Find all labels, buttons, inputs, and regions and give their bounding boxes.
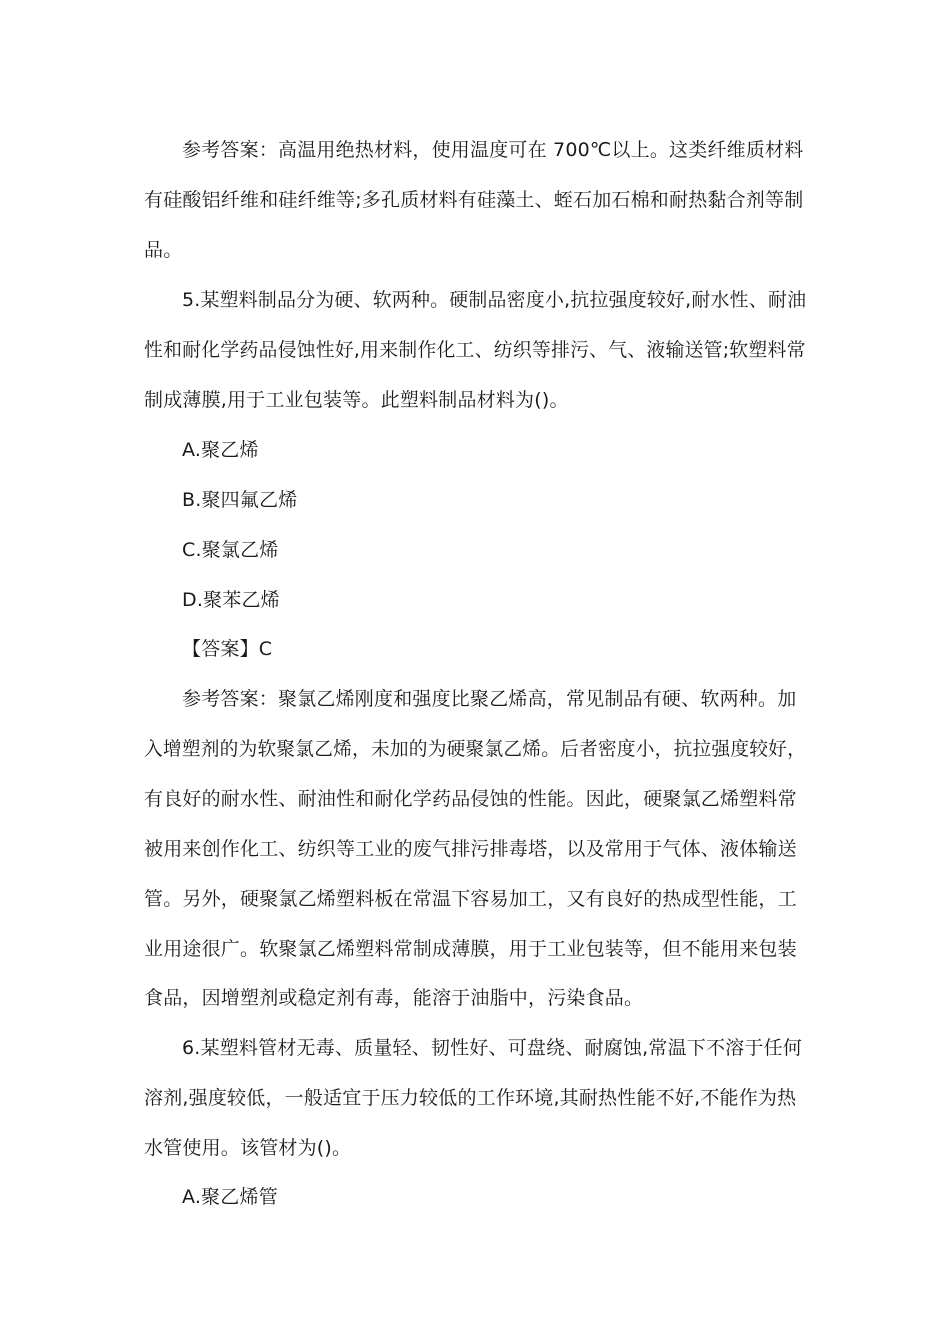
q6-stem-line-3: 水管使用。该管材为()。 [144, 1137, 352, 1159]
q5-stem-line-3: 制成薄膜,用于工业包装等。此塑料制品材料为()。 [144, 389, 569, 411]
q6-stem-line-2: 溶剂,强度较低，一般适宜于压力较低的工作环境,其耐热性能不好,不能作为热 [144, 1087, 797, 1109]
q5-option-b: B.聚四氟乙烯 [182, 489, 298, 511]
q5-stem-line-1: 5.某塑料制品分为硬、软两种。硬制品密度小,抗拉强度较好,耐水性、耐油 [182, 289, 807, 311]
q5-option-c: C.聚氯乙烯 [182, 539, 279, 561]
q5-answer-ref-line-6: 业用途很广。软聚氯乙烯塑料常制成薄膜，用于工业包装等，但不能用来包装 [144, 938, 797, 960]
q5-answer: 【答案】C [182, 638, 273, 660]
q5-stem-line-2: 性和耐化学药品侵蚀性好,用来制作化工、纺织等排污、气、液输送管;软塑料常 [144, 339, 806, 361]
q6-stem-line-1: 6.某塑料管材无毒、质量轻、韧性好、可盘绕、耐腐蚀,常温下不溶于任何 [182, 1037, 802, 1059]
q5-answer-ref-line-2: 入增塑剂的为软聚氯乙烯，未加的为硬聚氯乙烯。后者密度小，抗拉强度较好， [144, 738, 807, 760]
q5-answer-ref-line-3: 有良好的耐水性、耐油性和耐化学药品侵蚀的性能。因此，硬聚氯乙烯塑料常 [144, 788, 797, 810]
q6-option-a: A.聚乙烯管 [182, 1186, 278, 1208]
q5-answer-ref-line-4: 被用来创作化工、纺织等工业的废气排污排毒塔，以及常用于气体、液体输送 [144, 838, 797, 860]
q5-answer-ref-line-5: 管。另外，硬聚氯乙烯塑料板在常温下容易加工，又有良好的热成型性能，工 [144, 888, 797, 910]
q5-answer-ref-line-7: 食品，因增塑剂或稳定剂有毒，能溶于油脂中，污染食品。 [144, 987, 644, 1009]
q4-answer-ref-line-3: 品。 [144, 239, 183, 261]
q5-option-a: A.聚乙烯 [182, 439, 259, 461]
q5-answer-ref-line-1: 参考答案：聚氯乙烯刚度和强度比聚乙烯高，常见制品有硬、软两种。加 [182, 688, 797, 710]
q5-option-d: D.聚苯乙烯 [182, 589, 280, 611]
q4-answer-ref-line-2: 有硅酸铝纤维和硅纤维等;多孔质材料有硅藻土、蛭石加石棉和耐热黏合剂等制 [144, 189, 804, 211]
q4-answer-ref-line-1: 参考答案：高温用绝热材料，使用温度可在 700℃以上。这类纤维质材料 [182, 139, 804, 161]
